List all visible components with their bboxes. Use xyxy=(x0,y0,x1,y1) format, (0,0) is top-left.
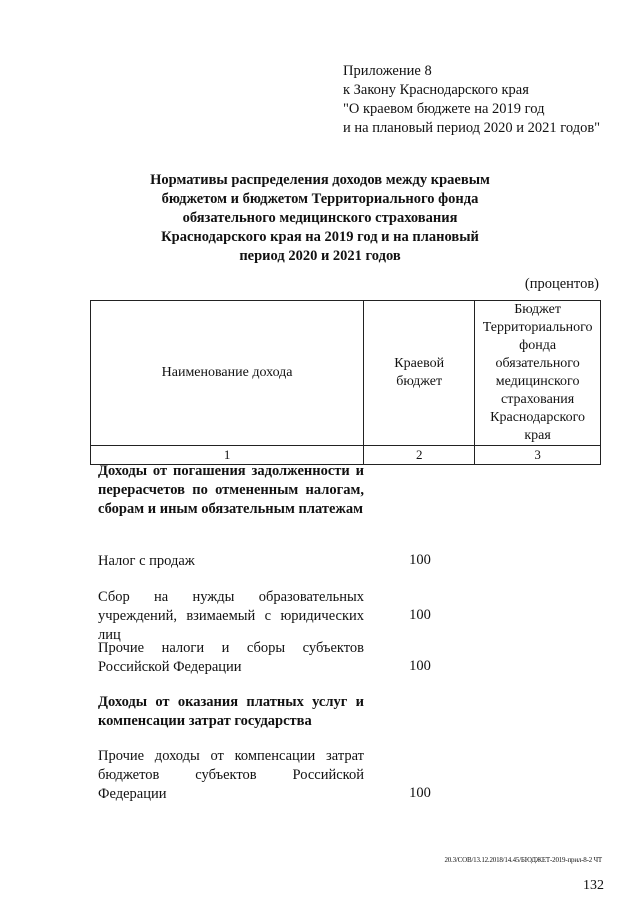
column-number: 2 xyxy=(364,446,475,465)
header-text: медицинского xyxy=(495,374,580,389)
table-row-section: Доходы от оказания платных услуг и компенсации затрат государства xyxy=(98,694,364,729)
header-text: обязательного xyxy=(495,356,580,371)
title-line: Краснодарского края на 2019 год и на плановый xyxy=(161,229,479,245)
table-row-value: 100 xyxy=(409,785,431,801)
appendix-line: "О краевом бюджете на 2019 год xyxy=(343,101,545,117)
table-row-value: 100 xyxy=(409,607,431,623)
appendix-line: к Закону Краснодарского края xyxy=(343,82,529,98)
table-header xyxy=(90,300,601,465)
header-text: страхования xyxy=(500,392,575,407)
title-line: бюджетом и бюджетом Территориального фонда xyxy=(161,191,479,207)
header-text: Наименование дохода xyxy=(161,365,293,380)
header-fund-budget xyxy=(475,301,601,446)
footer-document-code: 20.3/СОВ/13.12.2018/14.45/БЮДЖЕТ-2019-прил-8-2 ЧТ xyxy=(444,856,602,864)
appendix-line: Приложение 8 xyxy=(343,63,432,79)
appendix-line: и на плановый период 2020 и 2021 годов" xyxy=(343,120,601,136)
document-title xyxy=(110,171,530,266)
header-income-name xyxy=(91,301,364,446)
header-text: Краевой xyxy=(394,356,445,371)
header-text: Краснодарского xyxy=(490,410,586,425)
header-text: Территориального xyxy=(482,320,593,335)
unit-label: (процентов) xyxy=(524,276,599,292)
title-line: период 2020 и 2021 годов xyxy=(239,248,401,264)
table-row-section: Доходы от погашения задолженности и перерасчетов по отмененным налогам, сборам и иным обязательным платежам xyxy=(98,463,364,517)
table-row-value: 100 xyxy=(409,658,431,674)
appendix-block xyxy=(343,62,600,138)
header-text: фонда xyxy=(519,338,557,353)
header-text: бюджет xyxy=(396,374,443,389)
column-number: 3 xyxy=(475,446,601,465)
page-number: 132 xyxy=(583,878,604,893)
header-text: края xyxy=(524,428,551,443)
table-row-name: Прочие налоги и сборы субъектов Российской Федерации xyxy=(98,640,364,675)
table-row-name: Прочие доходы от компенсации затрат бюджетов субъектов Российской Федерации xyxy=(98,748,364,802)
column-number: 1 xyxy=(91,446,364,465)
title-line: обязательного медицинского страхования xyxy=(182,210,458,226)
table-row-name: Сбор на нужды образовательных учреждений, взимаемый с юридических лиц xyxy=(98,589,364,643)
header-text: Бюджет xyxy=(514,302,561,317)
table-row-name: Налог с продаж xyxy=(98,553,195,569)
table-row-value: 100 xyxy=(409,552,431,568)
header-regional-budget xyxy=(364,301,475,446)
title-line: Нормативы распределения доходов между краевым xyxy=(150,172,490,188)
